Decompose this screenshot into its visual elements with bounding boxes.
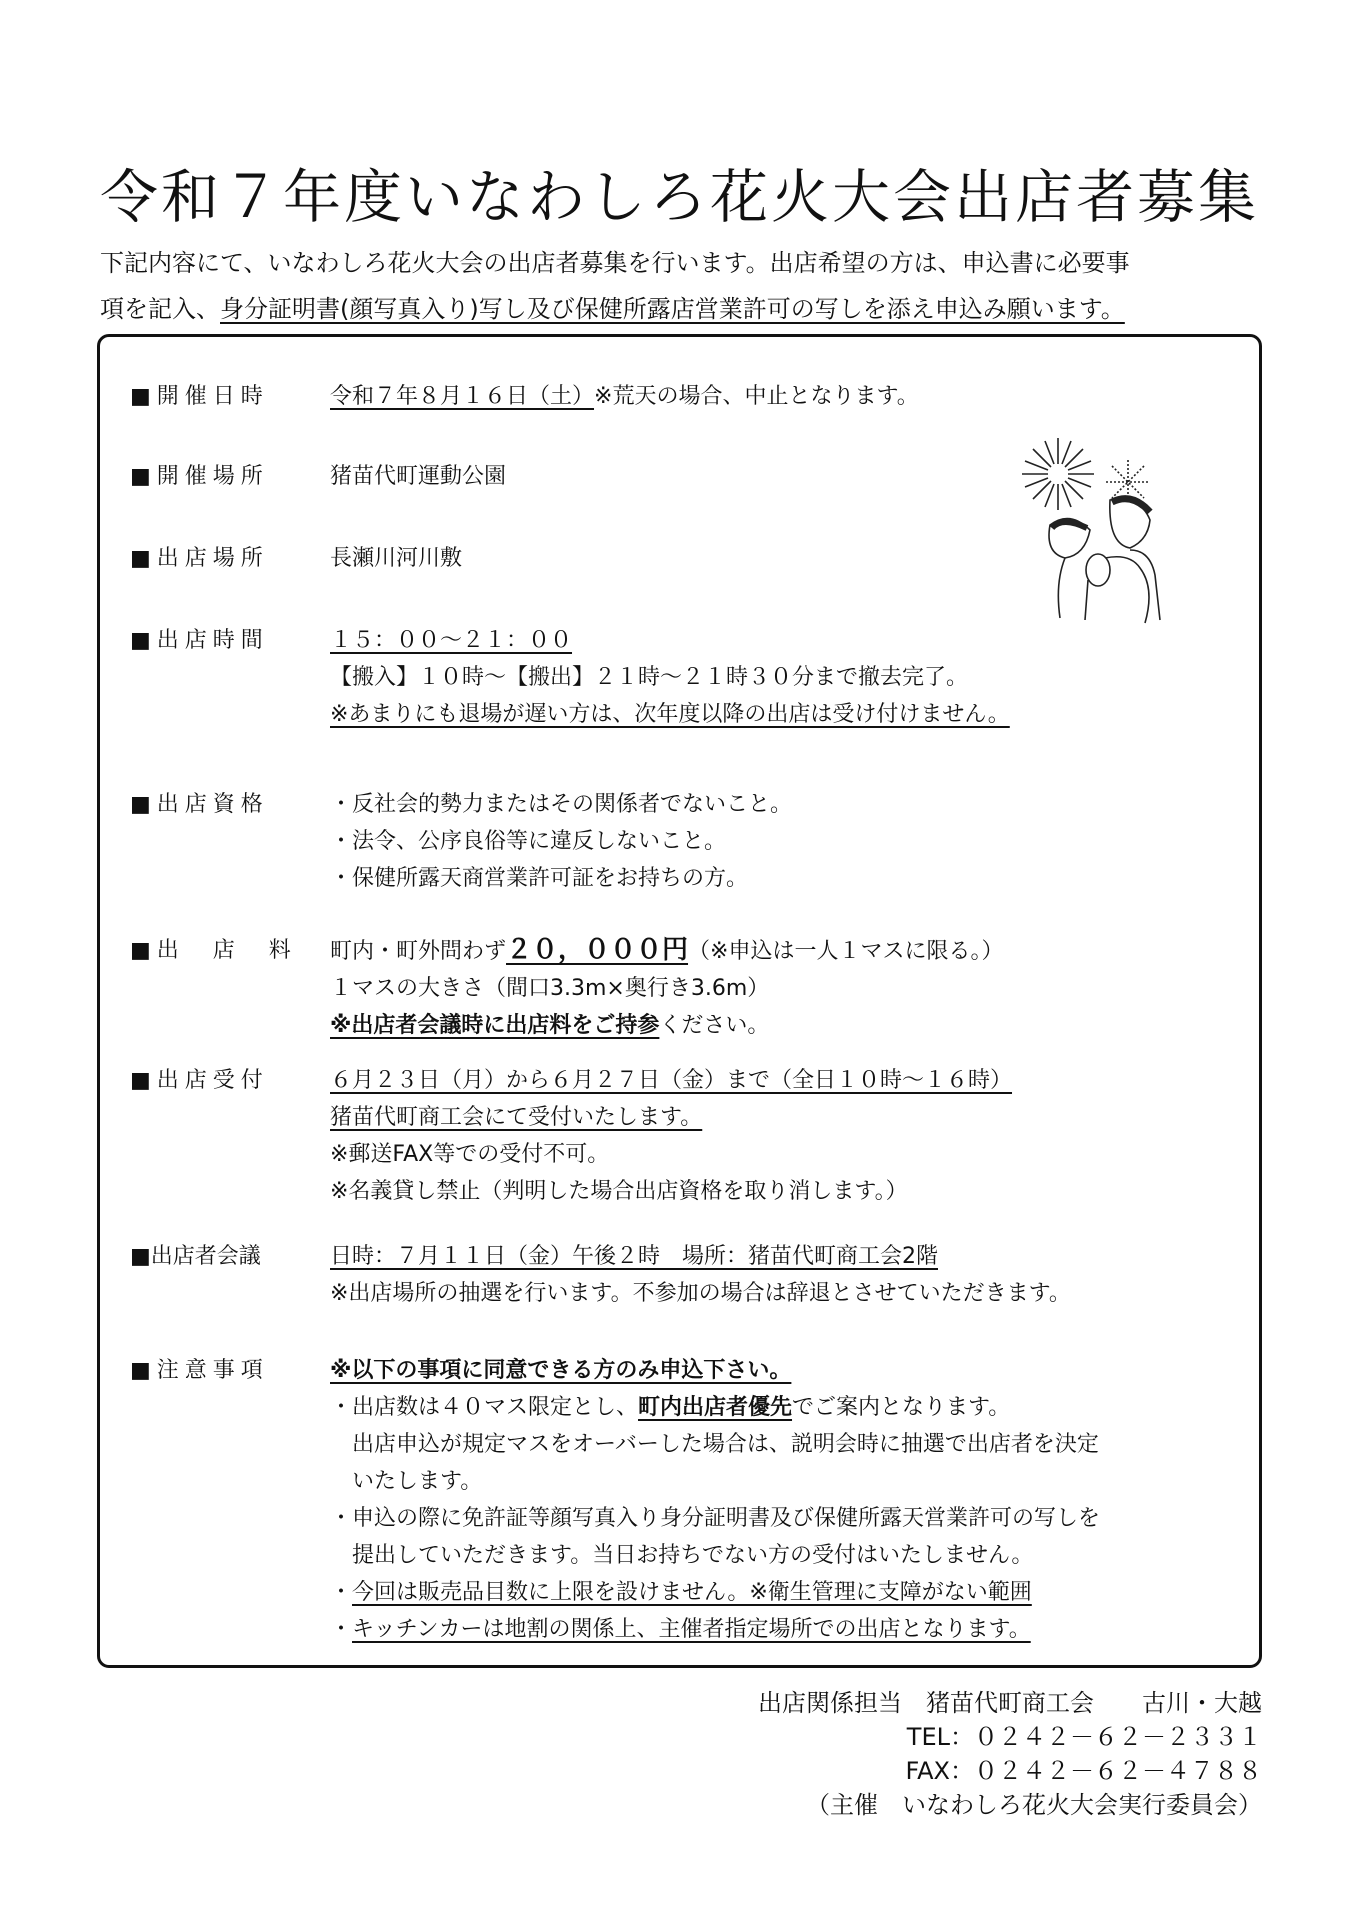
note-2b: 提出していただきます。当日お持ちでない方の受付はいたしません。: [352, 1543, 1034, 1568]
section-value: [330, 622, 1010, 733]
section-value: [330, 378, 919, 415]
reception-line-2: 猪苗代町商工会にて受付いたします。: [330, 1105, 703, 1130]
list-item: ・反社会的勢力またはその関係者でないこと。: [330, 792, 793, 817]
section-label: ■開催場所: [130, 464, 269, 489]
section-label: ■出店受付: [130, 1068, 269, 1093]
shop-place-value: 長瀬川河川敷: [330, 546, 463, 571]
note-3: 今回は販売品目数に上限を設けません。※衛生管理に支障がない範囲: [352, 1580, 1032, 1605]
list-item: ・保健所露天商営業許可証をお持ちの方。: [330, 866, 749, 891]
fee-line-2: １マスの大きさ（間口3.3m×奥行き3.6m）: [330, 976, 770, 1001]
list-item: ・法令、公序良俗等に違反しないこと。: [330, 829, 727, 854]
contact-footer: [758, 1686, 1262, 1822]
section-value: [330, 1238, 1071, 1312]
section-value: [330, 786, 792, 897]
section-value: [330, 932, 1003, 1044]
note-1d: 出店申込が規定マスをオーバーした場合は、説明会時に抽選で出店者を決定: [352, 1432, 1099, 1457]
reception-line-1: ６月２３日（月）から６月２７日（金）まで（全日１０時～１６時）: [330, 1068, 1013, 1093]
note-1b: 町内出店者優先: [638, 1395, 793, 1420]
intro-text: [100, 240, 1270, 332]
contact-line: 出店関係担当 猪苗代町商工会 古川・大越: [758, 1689, 1262, 1717]
fee-line-3-bold: ※出店者会議時に出店料をご持参: [330, 1013, 660, 1038]
note-1e: いたします。: [352, 1469, 483, 1494]
page-title: 令和７年度いなわしろ花火大会出店者募集: [100, 163, 1260, 231]
fee-prefix: 町内・町外問わず: [330, 939, 507, 964]
note-1c: でご案内となります。: [792, 1395, 1011, 1420]
reception-line-4: ※名義貸し禁止（判明した場合出店資格を取り消します。）: [330, 1179, 908, 1204]
fax-line: FAX：０２４２－６２－４７８８: [905, 1757, 1262, 1785]
section-value: ※以下の事項に同意できる方のみ申込下さい。 ・出店数は４０マス限定とし、町内出店者優先でご案内となります。 出店申込が規定マスをオーバーした場合は、説明会時に抽選で出店者を決定 いたします。 ・申込の際に免許証等顔写真入り身分証明書及び保健所露天営業許可の写しを 提出していただきます。当日お持ちでない方の受付はいたしません。 ・今回は販売品目数に上限を設けません。※衛生管理に支障がない範囲 ・キッチンカーは地割の関係上、主催者指定場所での出店となります。: [330, 1358, 1101, 1642]
hours-time: １５：００～２１：００: [330, 628, 573, 653]
intro-line-2: [100, 286, 1270, 332]
section-label: ■出店者会議: [130, 1244, 261, 1269]
hours-line-3: ※あまりにも退場が遅い方は、次年度以降の出店は受け付けません。: [330, 702, 1010, 727]
section-label: ■出店資格: [130, 792, 269, 817]
fee-suffix: （※申込は一人１マスに限る。）: [688, 939, 1004, 964]
intro-line-1: 下記内容にて、いなわしろ花火大会の出店者募集を行います。出店希望の方は、申込書に必要事: [100, 249, 1130, 277]
section-value: [330, 1062, 1012, 1210]
fireworks-viewers-illustration-icon: [1010, 430, 1190, 625]
date-note: ※荒天の場合、中止となります。: [594, 384, 919, 409]
organizer-line: （主催 いなわしろ花火大会実行委員会）: [806, 1791, 1262, 1819]
notes-heading: ※以下の事項に同意できる方のみ申込下さい。: [330, 1358, 792, 1383]
tel-line: TEL：０２４２－６２－２３３１: [906, 1723, 1262, 1751]
meeting-line-1: 日時：７月１１日（金）午後２時 場所：猪苗代町商工会2階: [330, 1244, 938, 1269]
reception-line-3: ※郵送FAX等での受付不可。: [330, 1142, 610, 1167]
section-label: ■注意事項: [130, 1358, 269, 1383]
section-label: ■出店場所: [130, 546, 269, 571]
note-4: キッチンカーは地割の関係上、主催者指定場所での出店となります。: [352, 1617, 1031, 1642]
venue-value: 猪苗代町運動公園: [330, 464, 507, 489]
intro-line-2-prefix: 項を記入、: [100, 295, 220, 323]
intro-line-2-underlined: 身分証明書(顔写真入り)写し及び保健所露店営業許可の写しを添え申込み願います。: [220, 295, 1125, 323]
fee-amount: ２０，０００円: [506, 935, 689, 965]
meeting-line-2: ※出店場所の抽選を行います。不参加の場合は辞退とさせていただきます。: [330, 1281, 1071, 1306]
note-2a: ・申込の際に免許証等顔写真入り身分証明書及び保健所露天営業許可の写しを: [330, 1506, 1101, 1531]
date-value: 令和７年８月１６日（土）: [330, 384, 595, 409]
section-label: ■開催日時: [130, 384, 269, 409]
section-label: ■出 店 料: [130, 938, 297, 963]
hours-line-2: 【搬入】１０時～【搬出】２１時～２１時３０分まで撤去完了。: [330, 665, 969, 690]
fee-line-3-rest: ください。: [659, 1013, 770, 1038]
section-label: ■出店時間: [130, 628, 269, 653]
note-1a: ・出店数は４０マス限定とし、: [330, 1395, 639, 1420]
